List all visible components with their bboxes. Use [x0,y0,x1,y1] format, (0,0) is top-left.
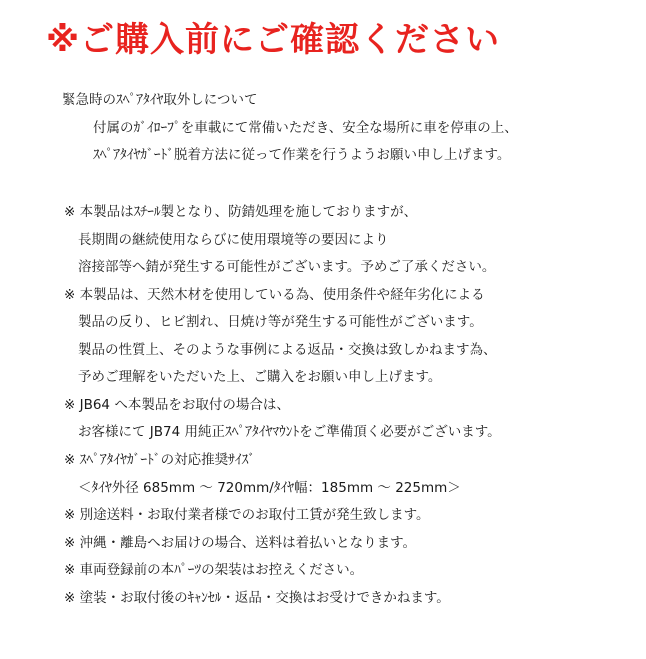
notice-item: ※ 車両登録前の本ﾊﾟｰﾂの架装はお控えください。 [64,562,364,578]
text-line: 溶接部等へ錆が発生する可能性がございます。予めご了承ください。 [78,259,496,275]
tire-size-range: ＜ﾀｲﾔ外径 685mm 〜 720mm/ﾀｲﾔ幅：185mm 〜 225mm＞ [78,480,461,496]
notice-item: ※ JB64 へ本製品をお取付の場合は、 [64,397,290,413]
text-line: ｽﾍﾟｱﾀｲﾔｶﾞｰﾄﾞ脱着方法に従って作業を行うようお願い申し上げます。 [93,147,511,163]
section-title-spare-removal: 緊急時のｽﾍﾟｱﾀｲﾔ取外しについて [62,92,258,108]
text-line: 付属のｶﾞｲﾛｰﾌﾟを車載にて常備いただき、安全な場所に車を停車の上、 [93,120,518,136]
notice-item: ※ 塗装・お取付後のｷｬﾝｾﾙ・返品・交換はお受けできかねます。 [64,590,450,606]
text-line: 製品の性質上、そのような事例による返品・交換は致しかねます為、 [78,342,497,358]
text-line: 長期間の継続使用ならびに使用環境等の要因により [78,232,389,248]
text-line: 予めご理解をいただいた上、ご購入をお願い申し上げます。 [78,369,442,385]
text-line: お客様にて JB74 用純正ｽﾍﾟｱﾀｲﾔﾏｳﾝﾄをご準備頂く必要がございます。 [78,424,501,440]
notice-item: ※ ｽﾍﾟｱﾀｲﾔｶﾞｰﾄﾞの対応推奨ｻｲｽﾞ [64,452,256,468]
notice-item: ※ 本製品はｽﾁｰﾙ製となり、防錆処理を施しておりますが、 [64,204,418,220]
notice-item: ※ 沖縄・離島へお届けの場合、送料は着払いとなります。 [64,535,417,551]
notice-item: ※ 別途送料・お取付業者様でのお取付工賃が発生致します。 [64,507,430,523]
notice-item: ※ 本製品は、天然木材を使用している為、使用条件や経年劣化による [64,287,485,303]
text-line: 製品の反り、ヒビ割れ、日焼け等が発生する可能性がございます。 [78,314,483,330]
page-heading: ※ご購入前にご確認ください [46,20,501,60]
